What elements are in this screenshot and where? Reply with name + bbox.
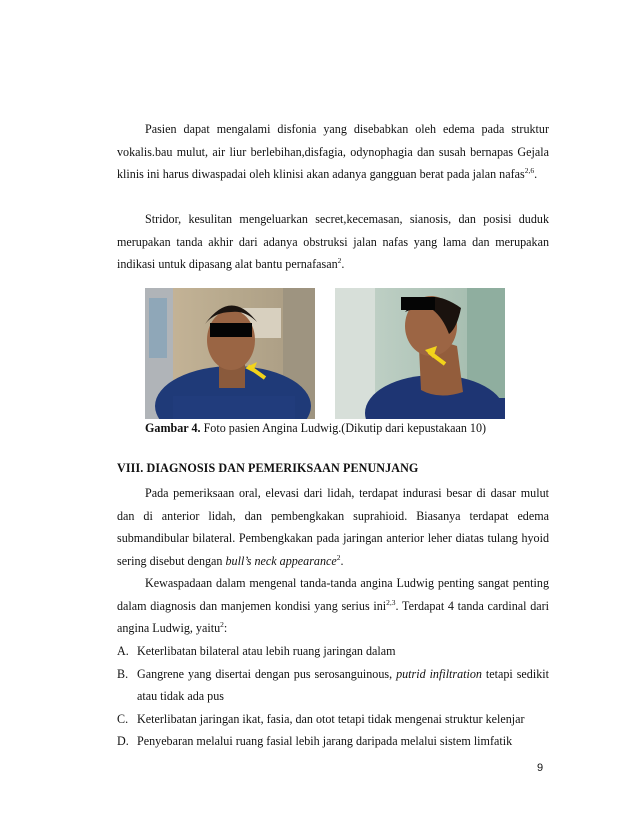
paragraph-stridor: Stridor, kesulitan mengeluarkan secret,kecemasan, sianosis, dan posisi duduk merupakan tanda akhir dari adanya obstruksi jalan nafas yang lama dan merupakan indikasi untuk dipasang alat bantu pernafasan$^2$. bbox=[117, 212, 549, 271]
section-heading: VIII. DIAGNOSIS DAN PEMERIKSAAN PENUNJANG bbox=[117, 461, 419, 475]
patient-photo-front bbox=[145, 288, 315, 419]
paragraph-kewaspadaan: Kewaspadaan dalam mengenal tanda-tanda angina Ludwig penting sangat penting dalam diagnosis dan manjemen kondisi yang serius ini$^{2,3}$. Terdapat 4 tanda cardinal dari angina Ludwig, yaitu$^2$: bbox=[117, 576, 549, 635]
list-item: B. Gangrene yang disertai dengan pus serosanguinous, putrid infiltration tetapi sedikit atau tidak ada pus bbox=[117, 666, 549, 703]
list-item: C. Keterlibatan jaringan ikat, fasia, dan otot tetapi tidak mengenai struktur kelenjar bbox=[117, 711, 525, 726]
page-number: 9 bbox=[537, 762, 544, 774]
paragraph-pemeriksaan: Pada pemeriksaan oral, elevasi dari lidah, terdapat indurasi besar di dasar mulut dan di anterior lidah, dan pembengkakan suprahioid. Biasanya terdapat edema submandibular bilateral. Pembengkakan pada jaringan anterior leher diatas tulang hyoid sering disebut dengan bull’s neck appearance$^2$. bbox=[117, 486, 549, 568]
patient-photo-side bbox=[335, 288, 505, 419]
list-item: D. Penyebaran melalui ruang fasial lebih jarang daripada melalui sistem limfatik bbox=[117, 734, 513, 748]
paragraph-disfonia: Pasien dapat mengalami disfonia yang disebabkan oleh edema pada struktur vokalis.bau mulut, air liur berlebihan,disfagia, odynophagia dan susah bernapas Gejala klinis ini harus diwaspadai oleh klinisi akan adanya gangguan berat pada jalan nafas$^{2,6}$. bbox=[117, 122, 549, 181]
cardinal-signs-list bbox=[117, 640, 549, 753]
list-item: A. Keterlibatan bilateral atau lebih ruang jaringan dalam bbox=[117, 644, 396, 658]
figure-caption: Gambar 4. Foto pasien Angina Ludwig.(Dikutip dari kepustakaan 10) bbox=[145, 421, 487, 435]
